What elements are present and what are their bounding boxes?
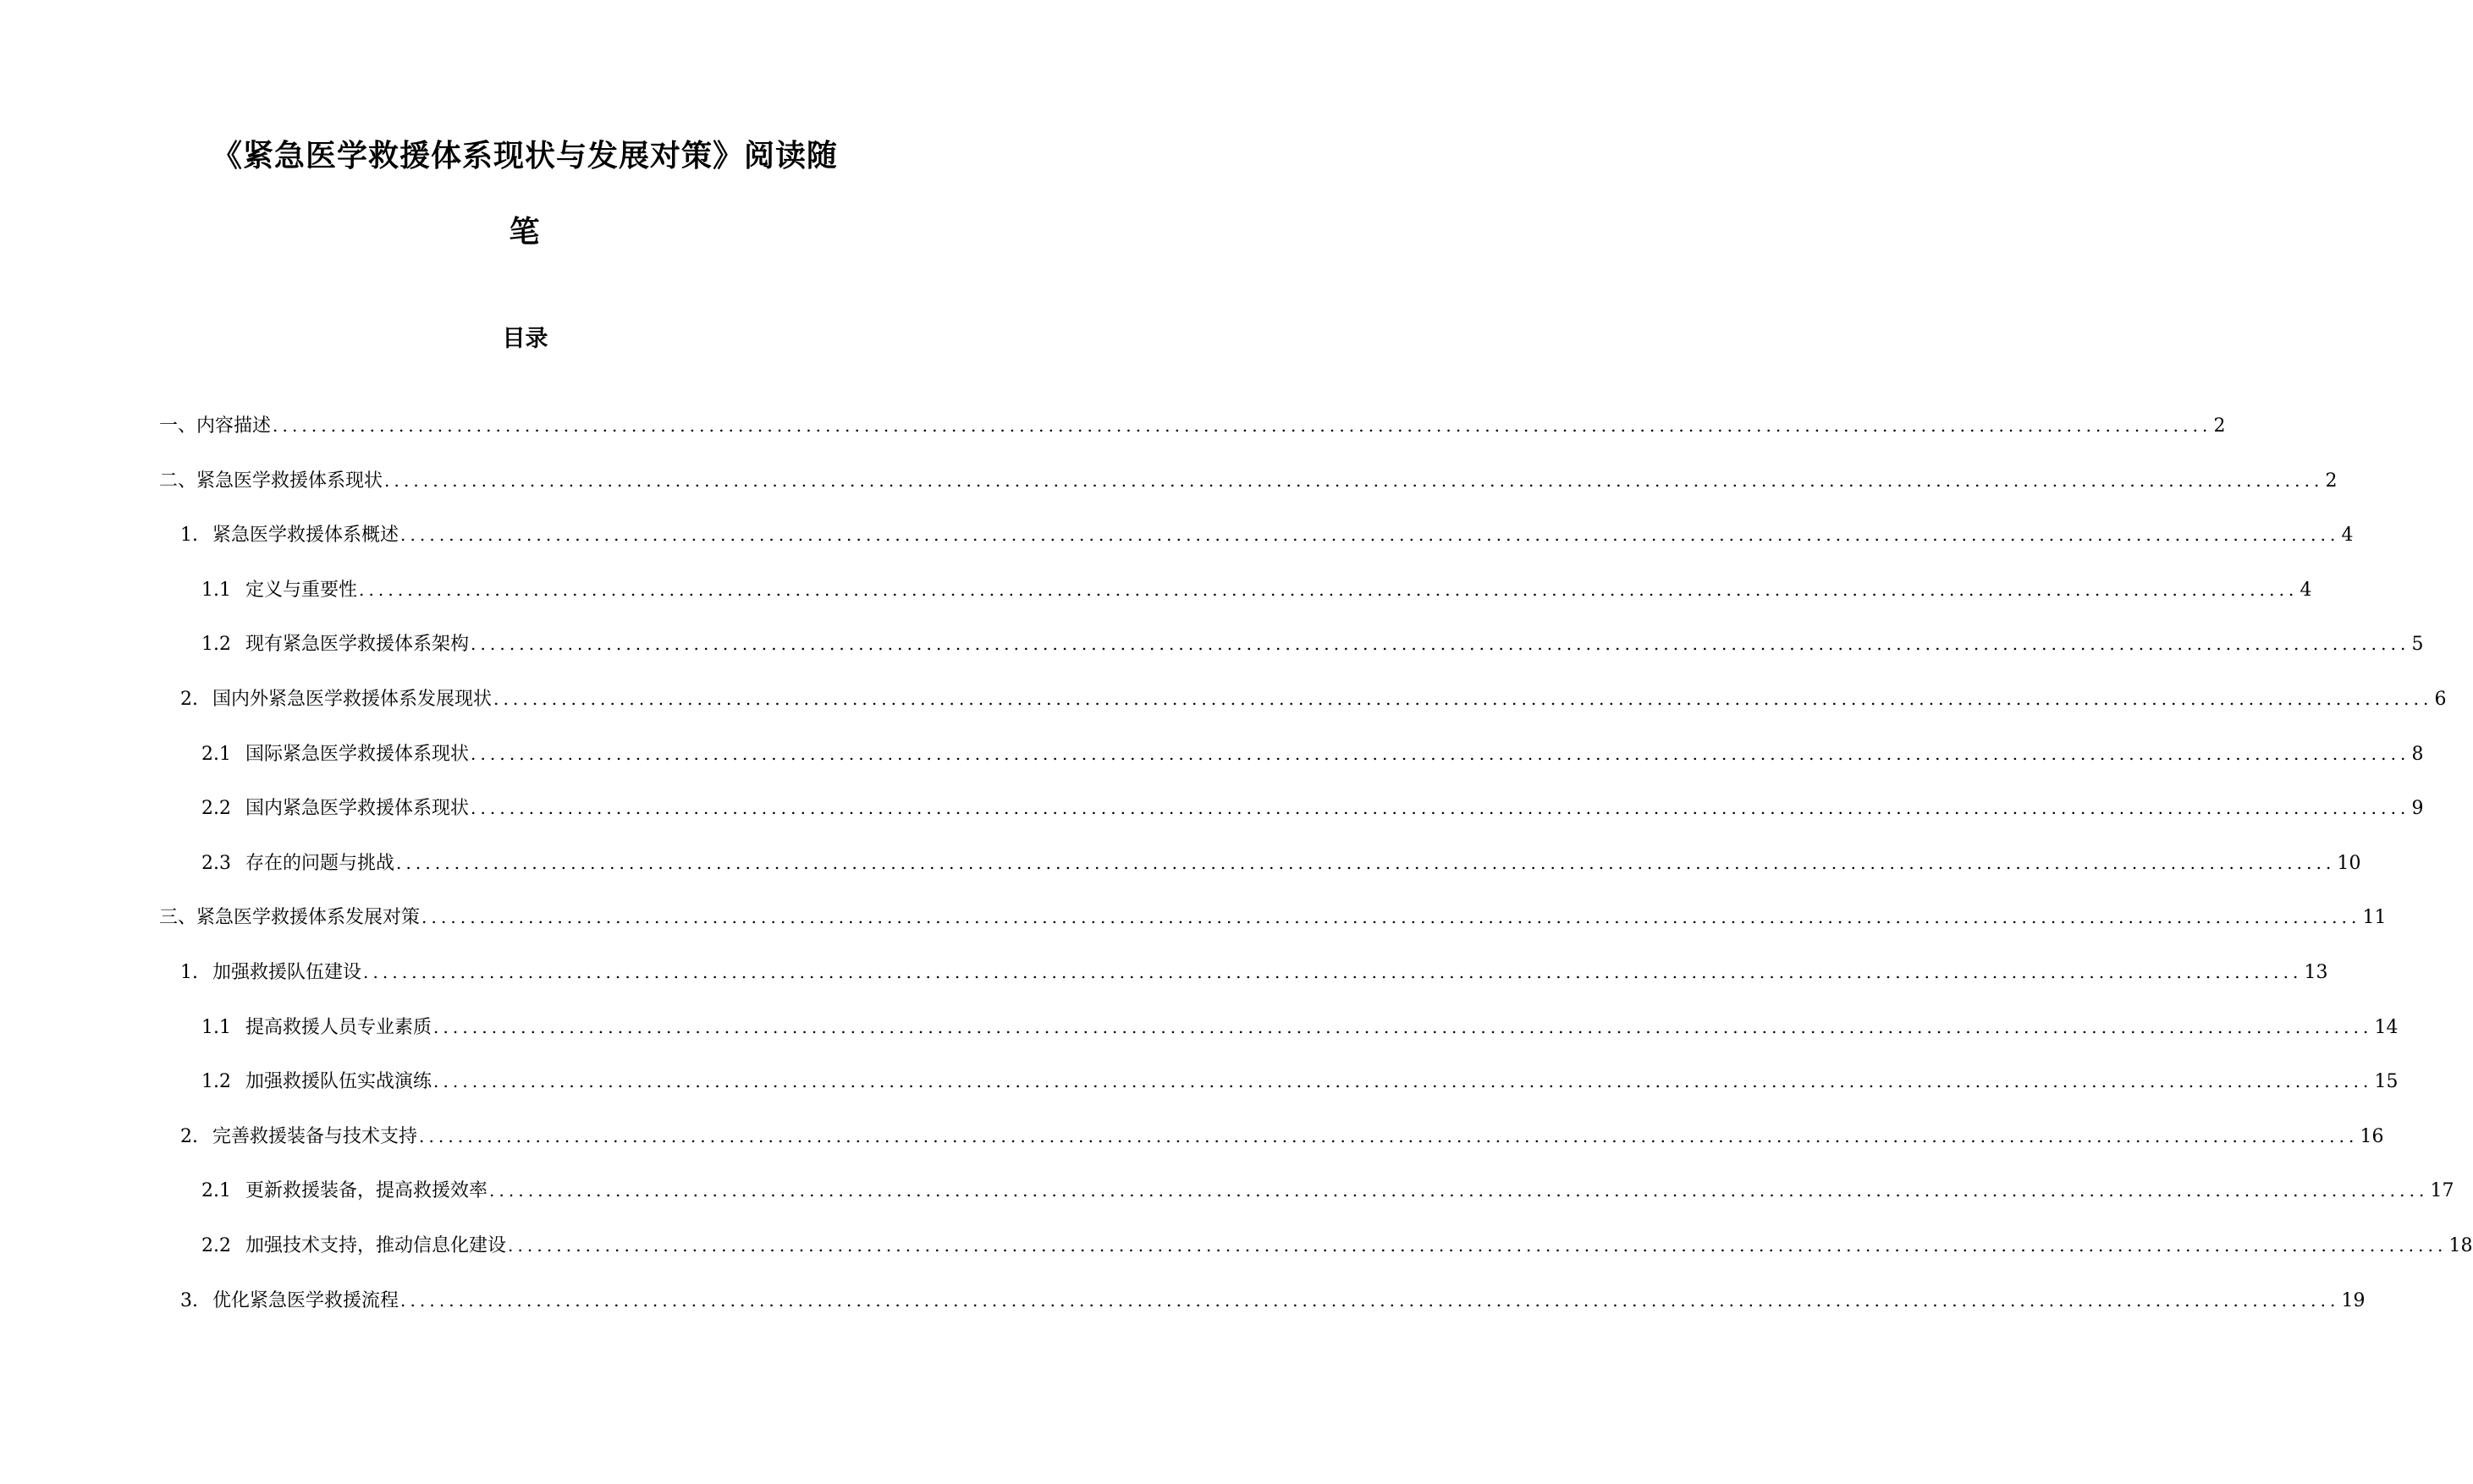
toc-leader-dots: ........................................................................................................................................................................................................ xyxy=(273,415,2212,436)
toc-entry-number: 2.1 xyxy=(201,1180,231,1202)
toc-entry-page-number: 11 xyxy=(2362,907,2387,929)
toc-entry[interactable] xyxy=(159,903,2387,932)
toc-entry[interactable] xyxy=(201,1067,2399,1096)
toc-entry-number: 2. xyxy=(180,1125,198,1147)
toc-entry-number: 2.1 xyxy=(201,743,231,765)
toc-entry-number: 1.1 xyxy=(201,579,231,601)
document-title-line1: 《紧急医学救援体系现状与发展对策》阅读随 xyxy=(211,139,838,173)
toc-entry-label: 加强救援队伍建设 xyxy=(212,962,362,983)
toc-leader-dots: ........................................................................................................................................................................................................ xyxy=(471,798,2410,819)
toc-entry[interactable] xyxy=(159,411,2226,440)
toc-entry-page-number: 4 xyxy=(2341,525,2354,547)
toc-entry-number: 1. xyxy=(180,525,198,547)
toc-entry-number: 1.2 xyxy=(201,1071,231,1093)
toc-leader-dots: ........................................................................................................................................................................................................ xyxy=(363,962,2303,982)
toc-entry-number: 1. xyxy=(180,962,198,983)
toc-leader-dots: ........................................................................................................................................................................................................ xyxy=(471,634,2410,655)
toc-entry-page-number: 10 xyxy=(2337,852,2361,874)
toc-entry-number: 2. xyxy=(180,689,198,710)
toc-entry-number: 2.2 xyxy=(201,1235,231,1256)
toc-leader-dots: ........................................................................................................................................................................................................ xyxy=(421,907,2361,928)
document-title xyxy=(127,118,923,271)
toc-entry[interactable] xyxy=(201,1231,2473,1260)
toc-entry-label: 紧急医学救援体系发展对策 xyxy=(196,907,421,929)
toc-entry-page-number: 19 xyxy=(2341,1289,2366,1311)
toc-leader-dots: ........................................................................................................................................................................................................ xyxy=(400,1289,2340,1311)
toc-entry[interactable] xyxy=(201,849,2361,877)
toc-entry-page-number: 2 xyxy=(2325,470,2338,492)
toc-leader-dots: ........................................................................................................................................................................................................ xyxy=(400,525,2340,546)
toc-entry-page-number: 17 xyxy=(2430,1180,2454,1202)
toc-entry-number: 2.3 xyxy=(201,852,231,874)
toc-entry[interactable] xyxy=(180,958,2328,987)
toc-leader-dots: ........................................................................................................................................................................................................ xyxy=(419,1125,2359,1146)
toc-entry-label: 提高救援人员专业素质 xyxy=(245,1016,432,1038)
toc-entry-label: 紧急医学救援体系现状 xyxy=(196,470,383,492)
toc-entry-number: 2.2 xyxy=(201,798,231,820)
toc-entry-label: 完善救援装备与技术支持 xyxy=(212,1125,418,1147)
toc-entry-page-number: 8 xyxy=(2411,743,2424,765)
toc-leader-dots: ........................................................................................................................................................................................................ xyxy=(433,1016,2373,1037)
toc-entry[interactable] xyxy=(180,520,2354,549)
toc-entry[interactable] xyxy=(201,739,2424,768)
toc-entry-page-number: 16 xyxy=(2360,1125,2384,1147)
toc-entry[interactable] xyxy=(201,1013,2399,1042)
toc-entry-page-number: 5 xyxy=(2411,634,2424,656)
toc-leader-dots: ........................................................................................................................................................................................................ xyxy=(396,852,2336,873)
toc-leader-dots: ........................................................................................................................................................................................................ xyxy=(384,470,2324,491)
toc-entry-label: 紧急医学救援体系概述 xyxy=(212,525,399,547)
toc-entry[interactable] xyxy=(201,575,2312,604)
toc-entry-number: 1.2 xyxy=(201,634,231,656)
toc-entry-label: 内容描述 xyxy=(196,415,272,437)
toc-entry[interactable] xyxy=(180,684,2447,713)
toc-entry-page-number: 15 xyxy=(2374,1071,2399,1093)
toc-entry-label: 存在的问题与挑战 xyxy=(245,852,395,874)
toc-entry-page-number: 6 xyxy=(2434,689,2447,710)
document-title-line2: 笔 xyxy=(509,215,541,250)
toc-entry-label: 国内紧急医学救援体系现状 xyxy=(245,798,470,820)
toc-entry-page-number: 13 xyxy=(2304,962,2328,983)
toc-leader-dots: ........................................................................................................................................................................................................ xyxy=(508,1235,2448,1256)
toc-leader-dots: ........................................................................................................................................................................................................ xyxy=(471,743,2410,764)
toc-entry-number: 1.1 xyxy=(201,1016,231,1038)
toc-entry-label: 优化紧急医学救援流程 xyxy=(212,1289,399,1311)
toc-leader-dots: ........................................................................................................................................................................................................ xyxy=(433,1071,2373,1092)
toc-entry-number: 3. xyxy=(180,1289,198,1311)
toc-entry-page-number: 9 xyxy=(2411,798,2424,820)
toc-entry-label: 加强技术支持，推动信息化建设 xyxy=(245,1235,507,1256)
toc-entry-page-number: 2 xyxy=(2213,415,2226,437)
toc-entry-label: 国内外紧急医学救援体系发展现状 xyxy=(212,689,493,710)
toc-entry-label: 加强救援队伍实战演练 xyxy=(245,1071,432,1093)
toc-entry[interactable] xyxy=(201,1176,2454,1205)
toc-entry[interactable] xyxy=(201,629,2424,658)
toc-entry[interactable] xyxy=(201,794,2424,822)
toc-entry[interactable] xyxy=(159,466,2338,495)
toc-leader-dots: ........................................................................................................................................................................................................ xyxy=(493,689,2433,709)
toc-entry-number: 一、 xyxy=(159,415,197,437)
toc-entry[interactable] xyxy=(180,1286,2366,1315)
toc-entry[interactable] xyxy=(180,1122,2384,1151)
toc-entry-number: 三、 xyxy=(159,907,197,929)
toc-entry-page-number: 4 xyxy=(2300,579,2312,601)
toc-leader-dots: ........................................................................................................................................................................................................ xyxy=(359,579,2299,600)
toc-entry-page-number: 18 xyxy=(2448,1235,2473,1256)
toc-entry-label: 国际紧急医学救援体系现状 xyxy=(245,743,470,765)
toc-heading: 目录 xyxy=(502,326,548,352)
toc-entry-number: 二、 xyxy=(159,470,197,492)
toc-entry-label: 定义与重要性 xyxy=(245,579,358,601)
toc-entry-page-number: 14 xyxy=(2374,1016,2399,1038)
toc-entry-label: 更新救援装备，提高救援效率 xyxy=(245,1180,488,1202)
toc-entry-label: 现有紧急医学救援体系架构 xyxy=(245,634,470,656)
toc-leader-dots: ........................................................................................................................................................................................................ xyxy=(489,1180,2429,1201)
